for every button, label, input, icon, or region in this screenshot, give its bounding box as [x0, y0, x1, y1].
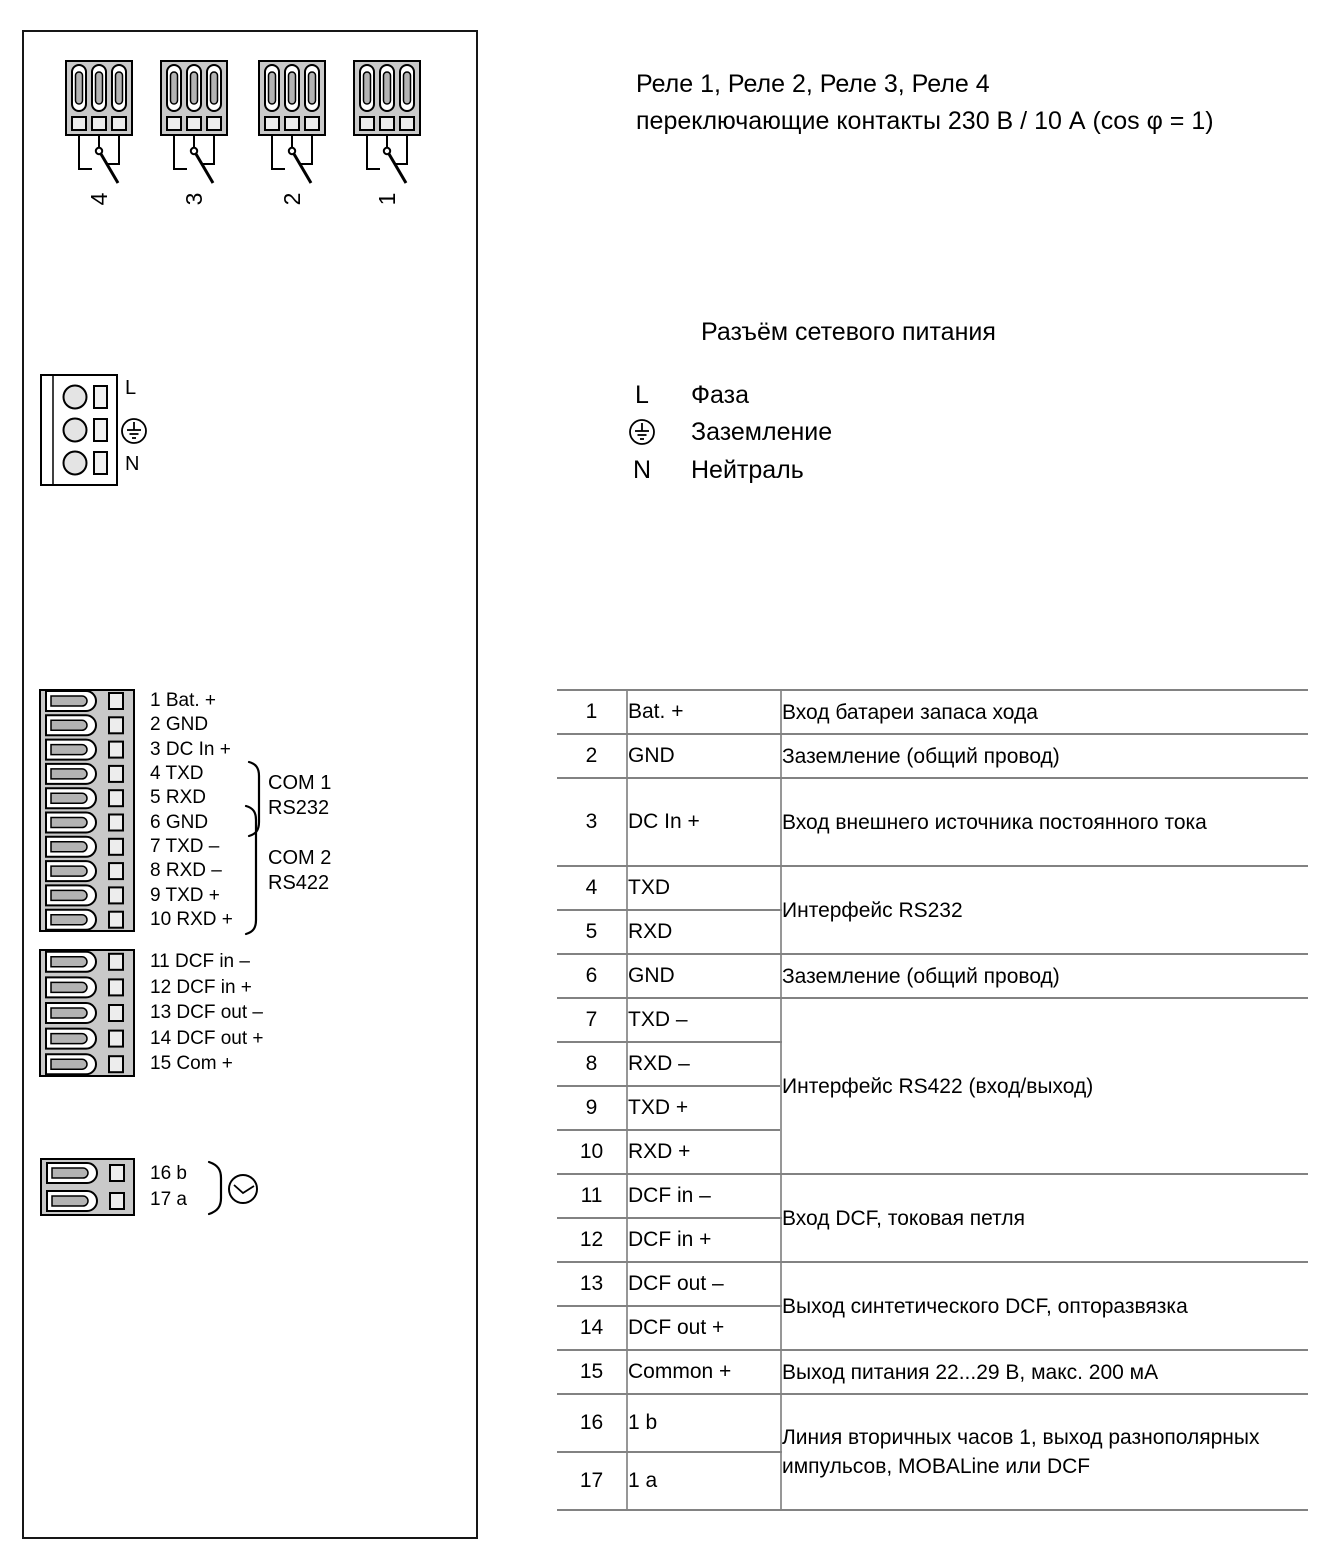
com2-label: COM 2 — [268, 847, 332, 869]
name-cell: 1 a — [627, 1452, 781, 1510]
table-row — [557, 1350, 1308, 1394]
power-section-title: Разъём сетевого питания — [701, 318, 996, 346]
pin-label: 1 Bat. + — [150, 690, 217, 711]
neutral-label: Нейтраль — [691, 456, 804, 484]
desc-cell: Интерфейс RS232 — [781, 866, 1308, 954]
name-cell: DCF out + — [627, 1306, 781, 1350]
name-cell: GND — [627, 734, 781, 778]
desc-cell: Вход DCF, токовая петля — [781, 1174, 1308, 1262]
pin-label: 5 RXD — [150, 787, 206, 808]
pin-label: 9 TXD + — [150, 885, 220, 906]
terminal-block-16-17 — [40, 1158, 135, 1216]
relay-note-line1: Реле 1, Реле 2, Реле 3, Реле 4 — [636, 70, 990, 98]
clock-icon — [227, 1173, 259, 1205]
pin-label: 16 b — [150, 1163, 187, 1184]
name-cell: RXD + — [627, 1130, 781, 1174]
relay-connector-3 — [160, 60, 228, 136]
pin-label: 7 TXD – — [150, 836, 220, 857]
name-cell: GND — [627, 954, 781, 998]
phase-terminal-label: L — [125, 377, 137, 399]
relay-connector-1 — [353, 60, 421, 136]
phase-symbol: L — [635, 381, 649, 409]
pin-label: 3 DC In + — [150, 739, 231, 760]
pin-cell: 6 — [557, 954, 627, 998]
mains-connector — [40, 374, 118, 486]
pin-cell: 3 — [557, 778, 627, 866]
earth-label: Заземление — [691, 418, 833, 446]
pin-cell: 10 — [557, 1130, 627, 1174]
desc-cell: Выход синтетического DCF, опторазвязка — [781, 1262, 1308, 1350]
relay-number: 4 — [86, 192, 112, 206]
desc-cell: Заземление (общий провод) — [781, 734, 1308, 778]
pin-cell: 7 — [557, 998, 627, 1042]
neutral-symbol: N — [632, 456, 652, 484]
table-row — [557, 1174, 1308, 1218]
pin-label: 14 DCF out + — [150, 1028, 264, 1049]
pin-cell: 11 — [557, 1174, 627, 1218]
pin-label: 8 RXD – — [150, 860, 222, 881]
desc-cell: Вход внешнего источника постоянного тока — [781, 778, 1308, 866]
name-cell: RXD — [627, 910, 781, 954]
table-row — [557, 734, 1308, 778]
earth-icon — [120, 417, 148, 445]
pin-label: 17 a — [150, 1189, 187, 1210]
pin-description-table — [557, 689, 1308, 1511]
pin-cell: 12 — [557, 1218, 627, 1262]
name-cell: Common + — [627, 1350, 781, 1394]
pin-label: 10 RXD + — [150, 909, 233, 930]
pin-cell: 15 — [557, 1350, 627, 1394]
neutral-terminal-label: N — [125, 453, 140, 475]
pin-label: 13 DCF out – — [150, 1002, 263, 1023]
pin-cell: 8 — [557, 1042, 627, 1086]
relay-note-line2: переключающие контакты 230 В / 10 А (cos φ = 1) — [636, 107, 1214, 135]
com1-label: COM 1 — [268, 772, 332, 794]
pin-label: 6 GND — [150, 812, 209, 833]
terminal-block-1-10 — [39, 689, 135, 932]
pin-cell: 9 — [557, 1086, 627, 1130]
name-cell: TXD – — [627, 998, 781, 1042]
desc-cell: Вход батареи запаса хода — [781, 690, 1308, 734]
table-row — [557, 1262, 1308, 1306]
name-cell: RXD – — [627, 1042, 781, 1086]
name-cell: DCF in + — [627, 1218, 781, 1262]
relay-connector-2 — [258, 60, 326, 136]
table-row — [557, 998, 1308, 1042]
table-row — [557, 954, 1308, 998]
pin-label: 2 GND — [150, 714, 209, 735]
terminal-block-11-15 — [39, 949, 135, 1077]
relay-number: 3 — [181, 192, 207, 206]
rs232-label: RS232 — [268, 797, 330, 819]
pin-cell: 2 — [557, 734, 627, 778]
pin-cell: 1 — [557, 690, 627, 734]
name-cell: Bat. + — [627, 690, 781, 734]
table-row — [557, 866, 1308, 910]
pin-cell: 17 — [557, 1452, 627, 1510]
table-row — [557, 690, 1308, 734]
desc-cell: Линия вторичных часов 1, выход разнополярных импульсов, MOBALine или DCF — [781, 1394, 1308, 1510]
relay-number: 1 — [374, 192, 400, 206]
table-row — [557, 1394, 1308, 1452]
desc-cell: Выход питания 22...29 В, макс. 200 мА — [781, 1350, 1308, 1394]
desc-cell: Заземление (общий провод) — [781, 954, 1308, 998]
pin-cell: 13 — [557, 1262, 627, 1306]
pin-label: 15 Com + — [150, 1053, 233, 1074]
pin-label: 11 DCF in – — [150, 951, 250, 972]
phase-label: Фаза — [691, 381, 749, 409]
name-cell: TXD — [627, 866, 781, 910]
relay-connector-4 — [65, 60, 133, 136]
pin-cell: 4 — [557, 866, 627, 910]
rs422-label: RS422 — [268, 872, 330, 894]
pin-label: 4 TXD — [150, 763, 204, 784]
table-row — [557, 778, 1308, 866]
name-cell: TXD + — [627, 1086, 781, 1130]
name-cell: DCF out – — [627, 1262, 781, 1306]
desc-cell: Интерфейс RS422 (вход/выход) — [781, 998, 1308, 1174]
earth-icon — [628, 418, 656, 446]
pin-cell: 5 — [557, 910, 627, 954]
name-cell: DCF in – — [627, 1174, 781, 1218]
pin-label: 12 DCF in + — [150, 977, 252, 998]
name-cell: 1 b — [627, 1394, 781, 1452]
name-cell: DC In + — [627, 778, 781, 866]
pin-cell: 16 — [557, 1394, 627, 1452]
relay-number: 2 — [279, 192, 305, 206]
pin-cell: 14 — [557, 1306, 627, 1350]
